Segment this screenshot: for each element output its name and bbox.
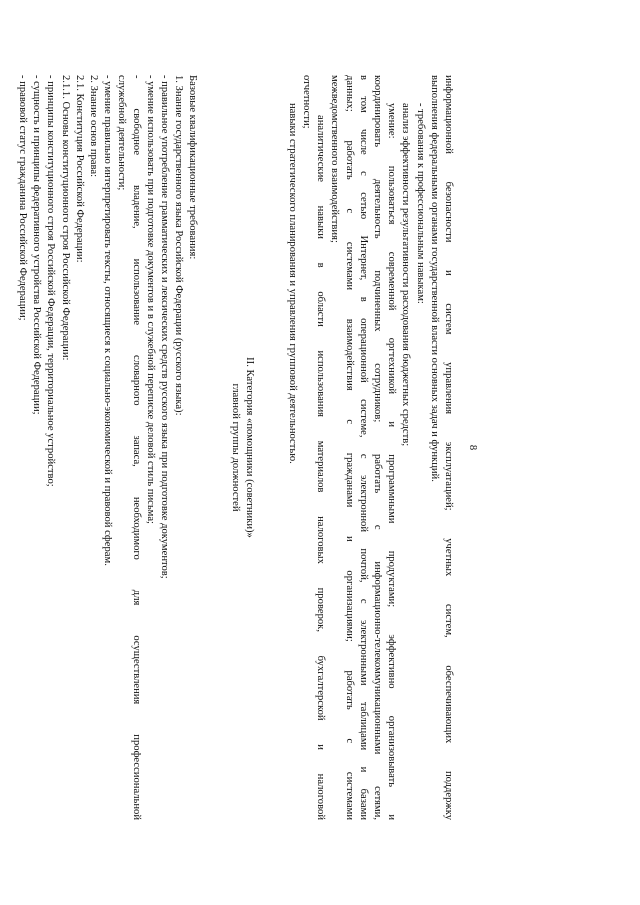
paragraph-line: аналитические навыки в области использования материалов налоговых проверок, бухгалтерской и налоговой [315, 115, 327, 820]
paragraph-line: данных; работать с системами взаимодействия с гражданами и организациями; работать с системами [343, 75, 355, 820]
list-item: - умение правильно интерпретировать тексты, относящиеся к социально-экономической и правовой сферам. [102, 75, 114, 566]
blank-line [256, 75, 270, 820]
paragraph-line: 2. Знание основ права: [87, 75, 99, 178]
list-item: - умение использовать при подготовке документов и в служебной переписке деловой стиль письма; [144, 75, 156, 524]
list-item: - правовой статус гражданина Российской Федерации; [16, 75, 28, 321]
paragraph-line: анализ эффективности результативности расходования бюджетных средств; [400, 103, 412, 447]
blank-line [199, 75, 213, 820]
paragraph-line: - требования к профессиональным навыкам: [414, 103, 426, 304]
paragraph-line: выполнения федеральными органами государственной власти основных задач и функций. [428, 75, 440, 482]
list-item: - сущность и принципы федеративного устройства Российской Федерации; [31, 75, 43, 415]
paragraph-line: 2.1.1. Основы конституционного строя Российской Федерации: [59, 75, 71, 361]
blank-line [214, 75, 228, 820]
document-page [16, 75, 478, 820]
paragraph-line: межведомственного взаимодействия; [329, 75, 341, 243]
blank-line [270, 75, 284, 820]
paragraph-line: информационной безопасности и систем управления эксплуатацией; учетных систем, обеспечивающих поддержку [443, 75, 454, 820]
paragraph-line: координировать деятельность подчиненных сотрудников; работать с информационно-телекоммуникационными сетями, [371, 75, 383, 820]
paragraph-line: в том числе с сетью Интернет, в операционной системе, с электронной почтой, с электронными таблицами и базами [357, 75, 369, 820]
paragraph-line: служебной деятельности; [116, 75, 128, 191]
list-item: - принципы конституционного строя Российской Федерации, территориальное устройство; [45, 75, 57, 487]
paragraph-line: 1. Знание государственного языка Российской Федерации (русского языка): [173, 75, 185, 416]
paragraph-line: отчетности; [300, 75, 312, 129]
section-subheading: главной группы должностей [229, 383, 241, 512]
paragraph-line: умение: пользоваться современной оргтехникой и программными продуктами; эффективно организовывать и [386, 103, 398, 820]
list-item: - свободное владение, использование словарного запаса, необходимого для осуществления профессиональной [130, 75, 142, 820]
page-number: 8 [467, 444, 478, 451]
paragraph-line: навыки стратегического планирования и управления групповой деятельностью. [286, 103, 298, 464]
list-item: - правильное употребление грамматических и лексических средств русского языка при подготовке документов; [159, 75, 170, 579]
section-heading: II. Категория «помощники (советники)» [244, 357, 256, 538]
paragraph-line: Базовые квалификационные требования: [187, 75, 199, 260]
paragraph-line: 2.1. Конституция Российской Федерации: [73, 75, 85, 263]
